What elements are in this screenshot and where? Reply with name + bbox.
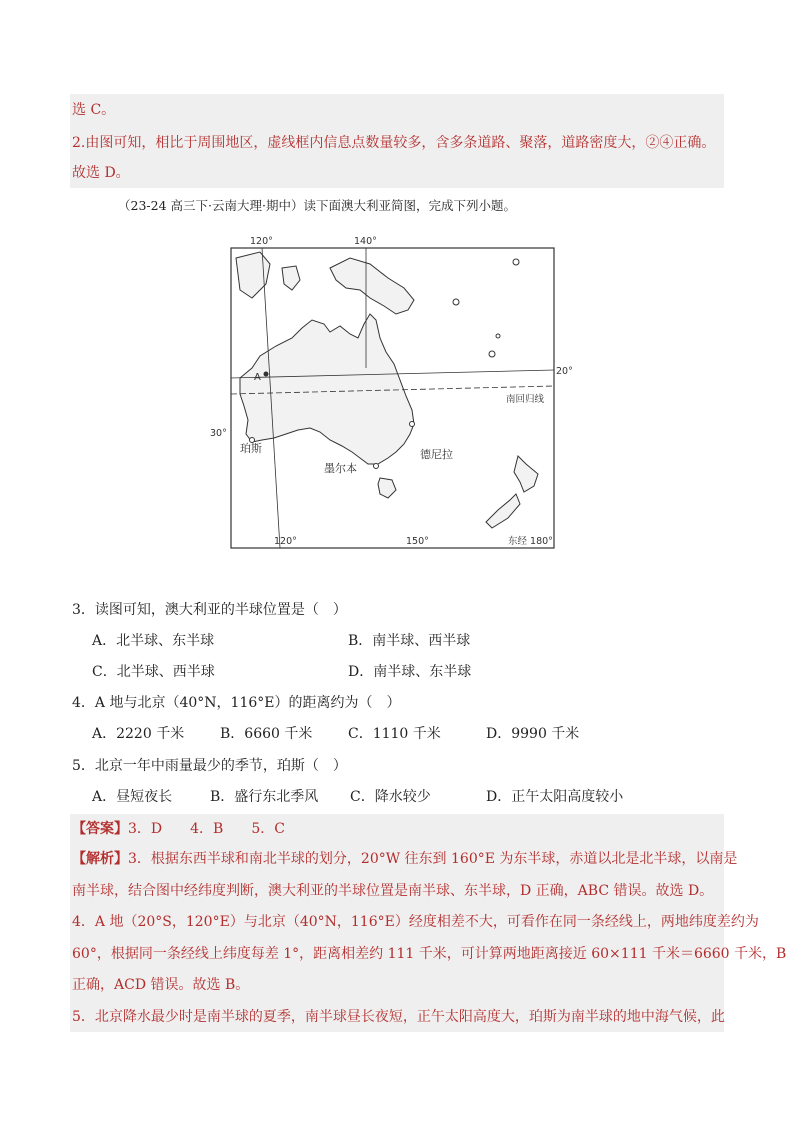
question-4-stem: 4．A 地与北京（40°N，116°E）的距离约为（ ） — [72, 695, 401, 711]
question-5-option-d: D．正午太阳高度较小 — [486, 789, 624, 805]
prev-analysis-line-3: 故选 D。 — [72, 165, 130, 181]
answer-text: 3．D 4．B 5．C — [128, 821, 285, 837]
label-tropic: 南回归线 — [506, 394, 545, 405]
question-3-option-b: B．南半球、西半球 — [348, 633, 471, 649]
australia-map — [200, 228, 573, 550]
analysis-text-1: 3．根据东西半球和南北半球的划分，20°W 往东到 160°E 为东半球，赤道以北是北半球，以南是 — [128, 851, 738, 867]
label-lon-bottom-150: 150° — [406, 536, 429, 547]
label-lon-top-120: 120° — [250, 236, 273, 247]
question-3-stem: 3．读图可知，澳大利亚的半球位置是（ ） — [72, 602, 347, 618]
analysis-line-2: 南半球，结合图中经纬度判断，澳大利亚的半球位置是南半球、东半球，D 正确，ABC 错误。故选 D。 — [72, 883, 714, 899]
label-lon-top-140: 140° — [354, 236, 377, 247]
analysis-line-3: 4．A 地（20°S，120°E）与北京（40°N，116°E）经度相差不大，可看作在同一条经线上，两地纬度差约为 — [72, 914, 759, 930]
label-lon-bottom-120: 120° — [274, 536, 297, 547]
label-point-a: A — [254, 372, 261, 383]
question-5-option-c: C．降水较少 — [350, 789, 431, 805]
question-4-option-b: B．6660 千米 — [220, 726, 313, 742]
prev-analysis-line-1: 选 C。 — [72, 102, 116, 118]
point-a-marker — [264, 372, 269, 377]
analysis-line-4: 60°，根据同一条经线上纬度每差 1°，距离相差约 111 千米，可计算两地距离接近 60×111 千米＝6660 千米，B — [72, 946, 787, 962]
label-lon-bottom-180: 东经 180° — [508, 536, 553, 547]
prev-analysis-line-2: 2.由图可知，相比于周围地区，虚线框内信息点数量较多，含多条道路、聚落，道路密度大，②④正确。 — [72, 135, 716, 151]
question-4-option-d: D．9990 千米 — [486, 726, 580, 742]
analysis-line-1 — [72, 849, 737, 869]
answer-label: 【答案】 — [72, 821, 128, 837]
question-5-option-a: A．昼短夜长 — [92, 789, 173, 805]
question-3-option-a: A．北半球、东半球 — [92, 633, 215, 649]
analysis-label: 【解析】 — [72, 851, 128, 867]
question-5-option-b: B．盛行东北季风 — [210, 789, 319, 805]
answer-line — [72, 819, 285, 839]
label-lat-20: 20° — [556, 366, 573, 377]
question-3-option-d: D．南半球、东半球 — [348, 664, 472, 680]
label-sydney: 德尼拉 — [420, 448, 453, 461]
question-source: （23-24 高三下·云南大理·期中）读下面澳大利亚简图，完成下列小题。 — [118, 198, 516, 213]
label-lat-30: 30° — [210, 428, 227, 439]
analysis-line-6: 5．北京降水最少时是南半球的夏季，南半球昼长夜短，正午太阳高度大，珀斯为南半球的地中海气候，此 — [72, 1009, 725, 1025]
label-perth: 珀斯 — [240, 442, 262, 455]
question-5-stem: 5．北京一年中雨量最少的季节，珀斯（ ） — [72, 758, 347, 774]
question-3-option-c: C．北半球、西半球 — [92, 664, 215, 680]
question-4-option-a: A．2220 千米 — [92, 726, 185, 742]
analysis-line-5: 正确，ACD 错误。故选 B。 — [72, 977, 250, 993]
question-4-option-c: C．1110 千米 — [348, 726, 441, 742]
label-melbourne: 墨尔本 — [324, 462, 357, 475]
